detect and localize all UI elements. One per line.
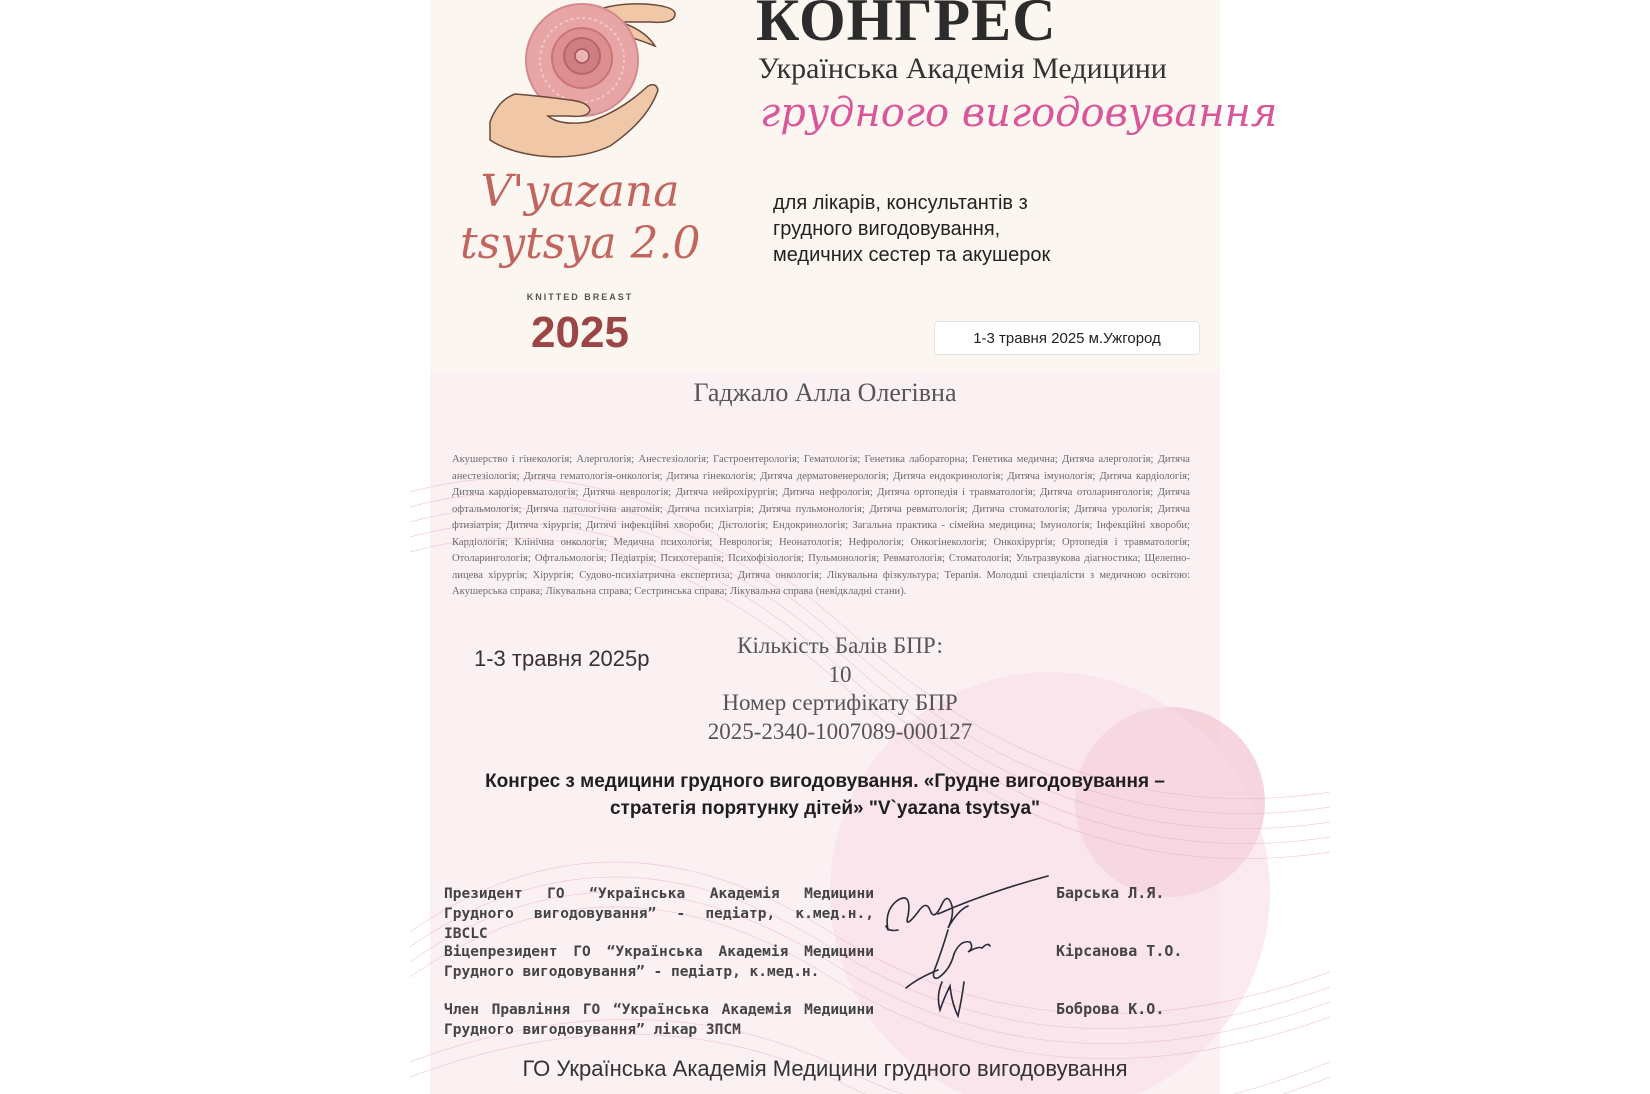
audience-text [773, 190, 1153, 268]
certificate-number: 2025-2340-1007089-000127 [707, 718, 973, 744]
logo-line-2: tsytsya 2.0 [460, 218, 701, 269]
event-title-line: стратегія порятунку дітей» "V`yazana tsytsya" [609, 798, 1041, 819]
signatory-name: Барська Л.Я. [1056, 884, 1165, 902]
recipient-name: Гаджало Алла Олегівна [693, 378, 957, 407]
points-value: 10 [828, 661, 852, 687]
certificate-number-label: Номер сертифікату БПР [722, 690, 958, 715]
event-title [450, 768, 1200, 822]
knitted-breast-logo-icon [470, 0, 690, 170]
logo-subtitle: KNITTED BREAST [526, 292, 634, 302]
handwritten-signatures-icon [878, 870, 1058, 1030]
script-subtitle: грудного вигодовування [760, 90, 1278, 136]
signatory-name: Боброва К.О. [1056, 1000, 1165, 1018]
academy-name: Українська Академія Медицини [758, 52, 1167, 85]
signatory-role: Президент ГО “Українська Академія Медицини Грудного вигодовування” - педіатр, к.мед.н., IBCLC [444, 886, 874, 942]
event-title-line: Конгрес з медицини грудного вигодовування. «Грудне вигодовування – [485, 771, 1165, 792]
audience-line: грудного вигодовування, [773, 218, 1001, 240]
signatory-role: Віцепрезидент ГО “Українська Академія Медицини Грудного вигодовування” - педіатр, к.мед.н. [444, 944, 874, 980]
logo-year: 2025 [531, 308, 629, 357]
points-label: Кількість Балів БПР: [737, 633, 943, 658]
event-date: 1-3 травня 2025р [474, 646, 650, 671]
certificate-header [430, 0, 1278, 372]
signatory-role: Член Правління ГО “Українська Академія Медицини Грудного вигодовування” лікар ЗПСМ [444, 1002, 874, 1038]
specialties-list: Акушерство і гінекологія; Алергологія; Анестезіологія; Гастроентерологія; Гематологія; Генетика лабораторна; Генетика медична; Дитяча алергологія; Дитяча анестезіологія; Дитяча гематологія-онкологія; Дитяча гінекологія; Дитяча дерматовенерологія; Дитяча ендокринологія; Дитяча імунологія; Дитяча кардіологія; Дитяча кардіоревматологія; Дитяча неврологія; Дитяча нейрохірургія; Дитяча нефрологія; Дитяча ортопедія і травматологія; Дитяча отоларингологія; Дитяча офтальмологія; Дитяча патологічна анатомія; Дитяча психіатрія; Дитяча пульмонологія; Дитяча ревматологія; Дитяча стоматологія; Дитяча урологія; Дитяча фтизіатрія; Дитяча хірургія; Дитячі інфекційні хвороби; Дієтологія; Ендокринологія; Загальна практика - сімейна медицина; Імунологія; Інфекційні хвороби; Кардіологія; Клінічна онкологія; Медична психологія; Неврологія; Неонатологія; Нефрологія; Онкогінекологія; Онкохірургія; Ортопедія і травматологія; Отоларингологія; Офтальмологія; Педіатрія; Психотерапія; Психофізіологія; Пульмонологія; Ревматологія; Стоматологія; Ультразвукова діагностика; Щелепно-лицева хірургія; Хірургія; Судово-психіатрична експертиза; Дитяча онкологія; Лікувальна фізкультура; Терапія. Молодші спеціалісти з медичною освітою: Акушерська справа; Лікувальна справа; Сестринська справа; Лікувальна справа (невідкладні стани). [452, 454, 1190, 597]
audience-line: для лікарів, консультантів з [773, 192, 1028, 214]
date-place-badge: 1-3 травня 2025 м.Ужгород [934, 321, 1200, 355]
audience-line: медичних сестер та акушерок [773, 244, 1051, 266]
logo-wordmark [460, 166, 700, 270]
signatory-name: Кірсанова Т.О. [1056, 942, 1183, 960]
footer-organization: ГО Українська Академія Медицини грудного вигодовування [522, 1056, 1128, 1081]
points-block [605, 632, 1075, 746]
logo-line-1: V'yazana [480, 166, 680, 217]
certificate [430, 0, 1278, 1094]
congress-title: КОНГРЕС [756, 0, 1057, 53]
